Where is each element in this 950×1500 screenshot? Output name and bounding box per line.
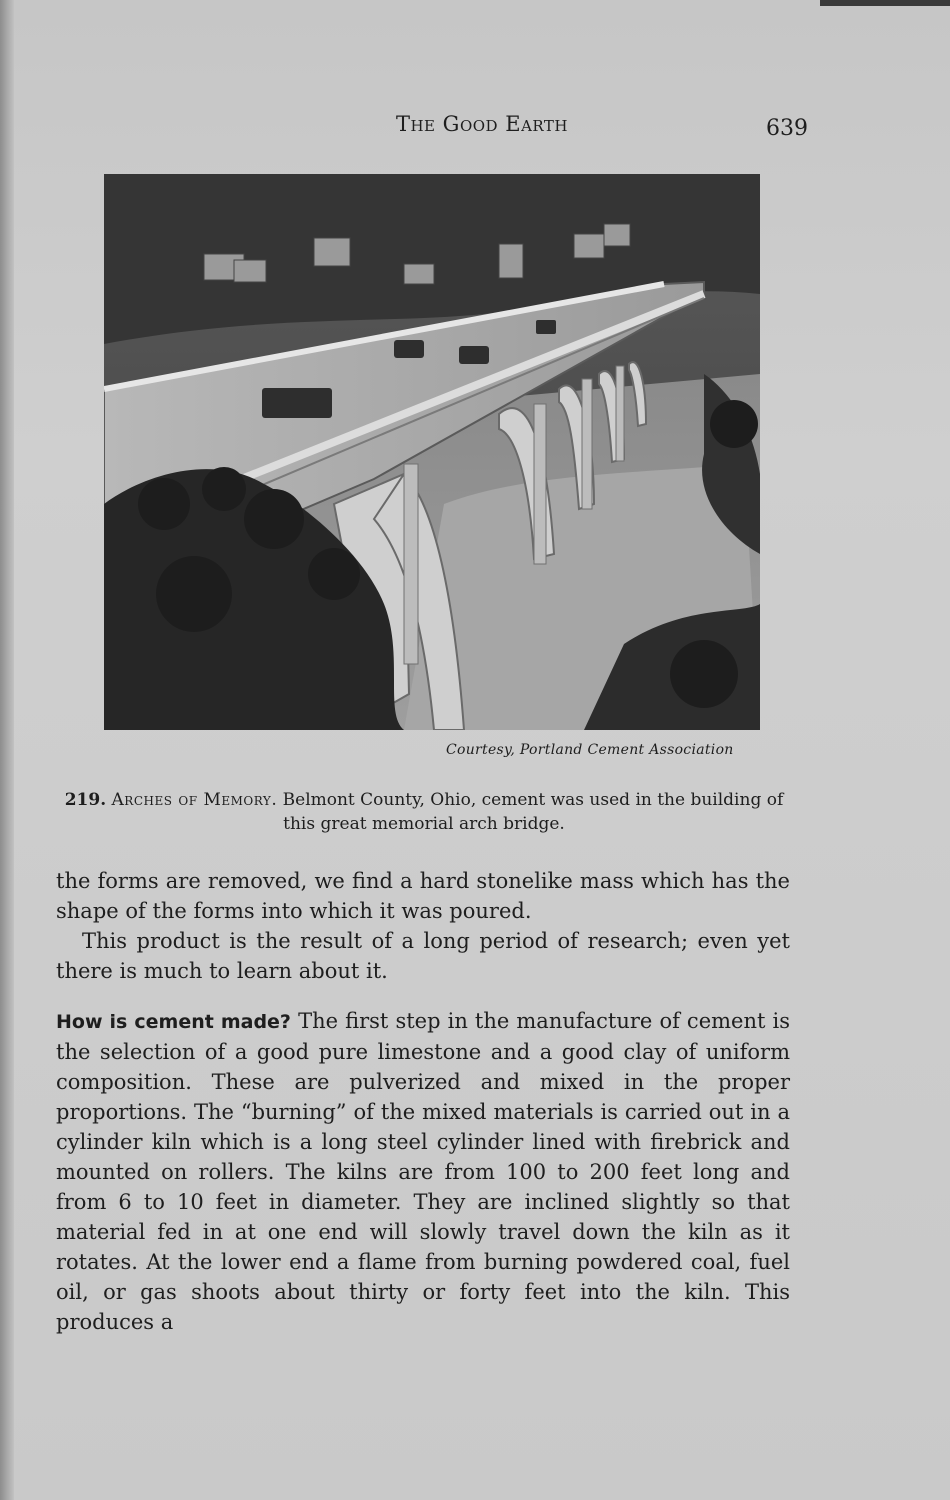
body-text	[56, 866, 790, 1337]
paragraph-3	[56, 1006, 790, 1337]
paragraph-2: This product is the result of a long period of research; even yet there is much to learn about it.	[56, 929, 790, 983]
figure-caption	[54, 788, 794, 836]
page-number: 639	[766, 116, 808, 141]
figure-number: 219.	[64, 790, 107, 810]
paragraph-3-text: The first step in the manufacture of cement is the selection of a good pure limestone and a good clay of uniform composition. These are pulverized and mixed in the proper proportions. The “burning” of the mixed materials is carried out in a cylinder kiln which is a long steel cylinder lined with firebrick and mounted on rollers. The kilns are from 100 to 200 feet long and from 6 to 10 feet in diameter. They are inclined slightly so that material fed in at one end will slowly travel down the kiln as it rotates. At the lower end a flame from burning powdered coal, fuel oil, or gas shoots about thirty or forty feet into the kiln. This produces a	[56, 1009, 791, 1334]
book-page	[14, 0, 950, 1500]
running-head: The Good Earth	[395, 112, 569, 136]
scan-shadow	[820, 0, 950, 6]
bridge-photograph	[104, 174, 760, 730]
figure-title: Arches of Memory.	[111, 790, 278, 810]
figure-caption-text: Belmont County, Ohio, cement was used in the building of this great memorial arch bridge.	[282, 790, 784, 834]
paragraph-1: the forms are removed, we find a hard stonelike mass which has the shape of the forms into which it was poured.	[56, 869, 790, 923]
section-heading: How is cement made?	[56, 1011, 291, 1033]
scan-edge	[0, 0, 14, 1500]
photo-credit: Courtesy, Portland Cement Association	[446, 742, 734, 758]
